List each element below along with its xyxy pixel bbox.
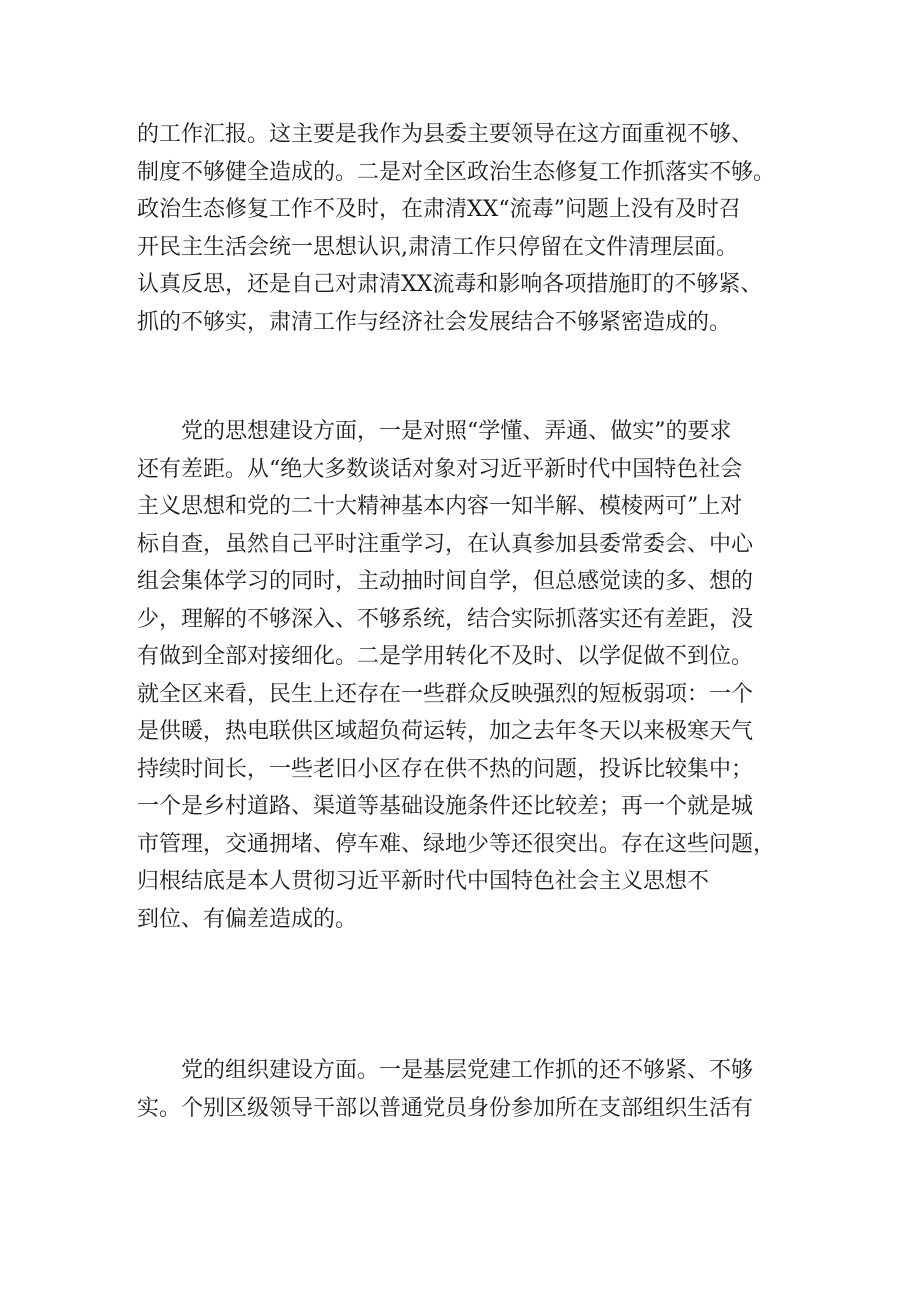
text-line: 开民主生活会统一思想认识,肃清工作只停留在文件清理层面。	[137, 234, 738, 260]
paragraph-organizational-building	[137, 1052, 797, 1127]
text-line: 组会集体学习的同时，主动抽时间自学，但总感觉读的多、想的	[137, 569, 754, 594]
text-line: 归根结底是本人贯彻习近平新时代中国特色社会主义思想不	[137, 869, 710, 894]
text-line-first: 党的思想建设方面，一是对照“学懂、弄通、做实”的要求	[181, 419, 732, 444]
text-line: 就全区来看，民生上还存在一些群众反映强烈的短板弱项：一个	[137, 681, 754, 707]
text-line: 政治生态修复工作不及时，在肃清XX“流毒”问题上没有及时召	[137, 197, 741, 222]
text-line: 标自查，虽然自己平时注重学习，在认真参加县委常委会、中心	[137, 531, 754, 557]
text-line: 主义思想和党的二十大精神基本内容一知半解、模棱两可”上对	[137, 494, 743, 519]
text-line: 少，理解的不够深入、不够系统，结合实际抓落实还有差距，没	[137, 606, 754, 632]
text-line: 持续时间长，一些老旧小区存在供不热的问题，投诉比较集中；	[137, 756, 754, 782]
text-line-first: 党的组织建设方面。一是基层党建工作抓的还不够紧、不够	[181, 1058, 754, 1083]
text-line: 到位、有偏差造成的。	[137, 906, 358, 932]
text-line: 有做到全部对接细化。二是学用转化不及时、以学促做不到位。	[137, 644, 754, 669]
paragraph-ideological-building	[137, 413, 797, 938]
text-line: 市管理，交通拥堵、停车难、绿地少等还很突出。存在这些问题，	[137, 831, 776, 857]
paragraph-political-ecology	[137, 116, 797, 341]
text-line: 实。个别区级领导干部以普通党员身份参加所在支部组织生活有	[137, 1095, 754, 1121]
text-line: 是供暖，热电联供区域超负荷运转，加之去年冬天以来极寒天气	[137, 719, 754, 744]
text-line: 抓的不够实，肃清工作与经济社会发展结合不够紧密造成的。	[137, 309, 732, 335]
text-line: 制度不够健全造成的。二是对全区政治生态修复工作抓落实不够。	[137, 159, 776, 185]
text-line: 一个是乡村道路、渠道等基础设施条件还比较差；再一个就是城	[137, 794, 754, 819]
text-line: 的工作汇报。这主要是我作为县委主要领导在这方面重视不够、	[137, 122, 754, 147]
text-line: 认真反思，还是自己对肃清XX流毒和影响各项措施盯的不够紧、	[137, 272, 763, 297]
text-line: 还有差距。从“绝大多数谈话对象对习近平新时代中国特色社会	[137, 456, 743, 482]
